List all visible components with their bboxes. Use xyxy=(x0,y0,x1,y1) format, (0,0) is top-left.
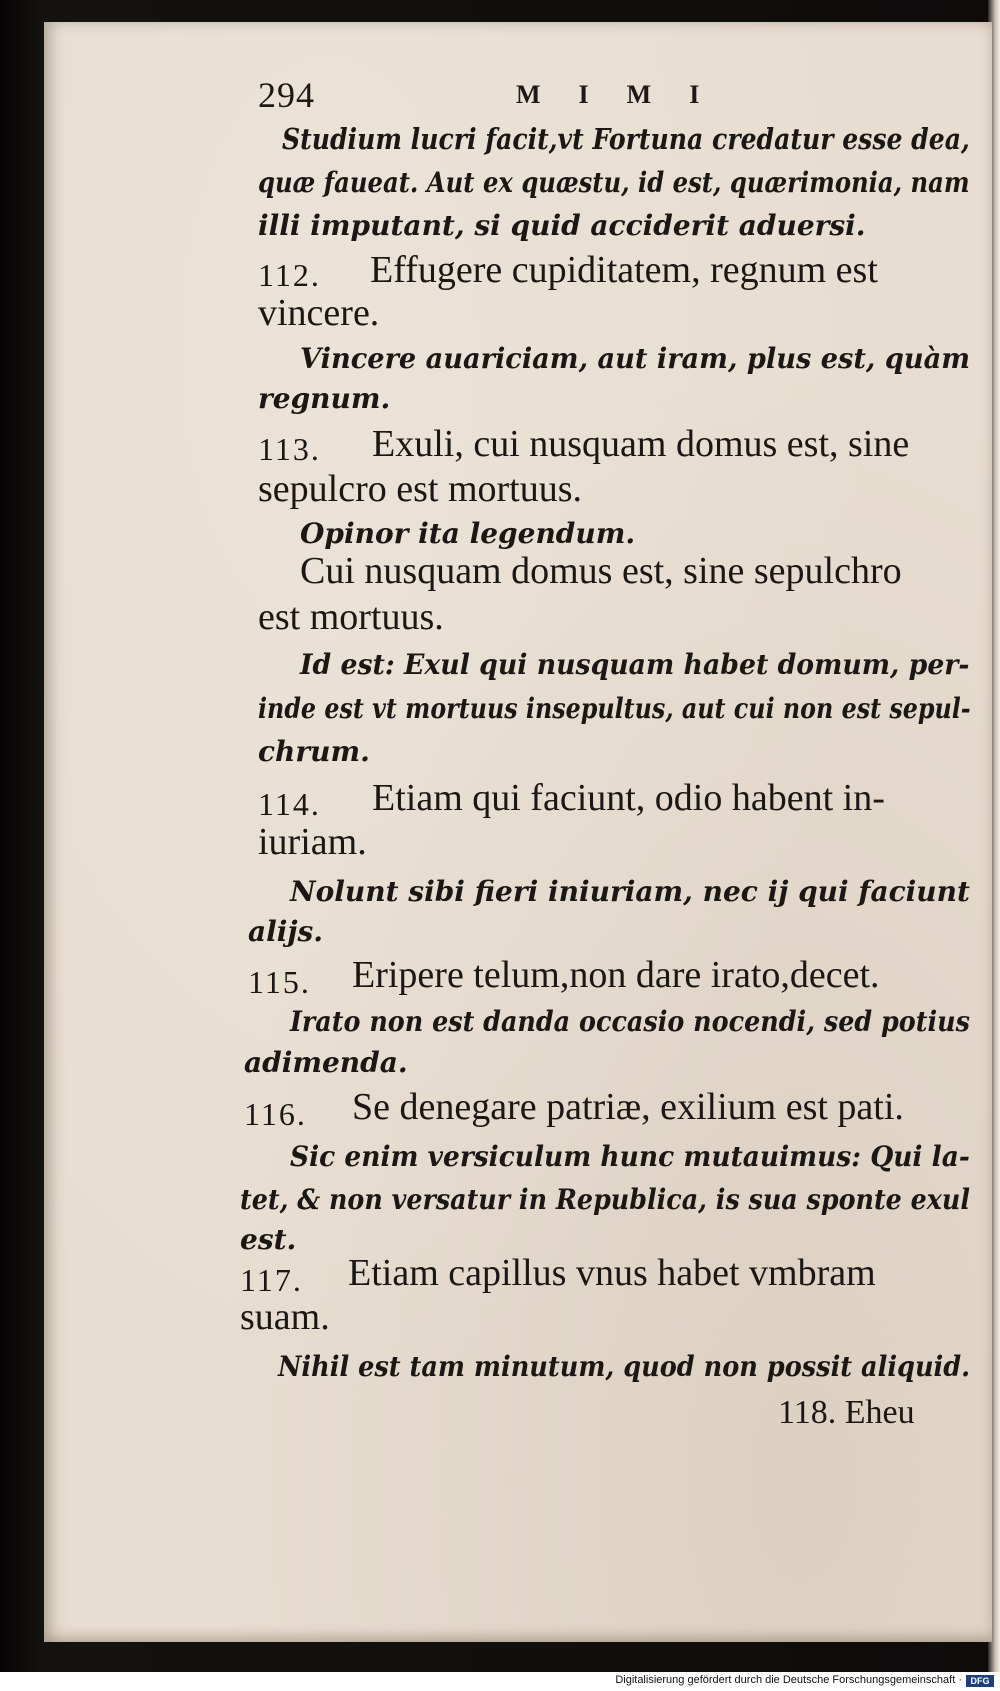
page-number: 294 xyxy=(258,75,315,115)
commentary-line: Vincere auariciam, aut iram, plus est, quàm xyxy=(300,342,971,375)
commentary-line: Sic enim versiculum hunc mutauimus: Qui la- xyxy=(290,1140,970,1173)
commentary-line: Irato non est danda occasio nocendi, sed potius xyxy=(290,1005,970,1038)
commentary-line: est. xyxy=(240,1223,297,1256)
commentary-line: quæ faueat. Aut ex quæstu, id est, quærimonia, nam xyxy=(258,166,970,199)
commentary-line: Studium lucri facit,vt Fortuna credatur esse dea, xyxy=(282,122,970,156)
commentary-line: Nihil est tam minutum, quod non possit aliquid. xyxy=(278,1350,971,1383)
sentence-number: 114. xyxy=(258,786,321,822)
commentary-line: regnum. xyxy=(258,382,391,415)
sentence-number: 116. xyxy=(244,1096,307,1132)
sentence-text: Se denegare patriæ, exilium est pati. xyxy=(352,1086,904,1128)
sentence-number: 117. xyxy=(240,1262,303,1298)
commentary-line: alijs. xyxy=(248,915,324,948)
sentence-text: iuriam. xyxy=(258,821,367,863)
sentence-text: suam. xyxy=(240,1296,330,1338)
page-header xyxy=(258,74,938,114)
commentary-line: adimenda. xyxy=(244,1046,408,1079)
commentary-line: inde est vt mortuus insepultus, aut cui non est sepul- xyxy=(258,692,971,725)
catchword: 118. Eheu xyxy=(778,1394,915,1431)
sentence-text: Etiam qui faciunt, odio habent in- xyxy=(372,777,885,819)
running-title: MIMI xyxy=(516,80,738,109)
sentence-text: Eripere telum,non dare irato,decet. xyxy=(352,954,880,996)
sentence-text: Effugere cupiditatem, regnum est xyxy=(370,249,878,291)
sentence-number: 112. xyxy=(258,257,321,293)
sentence-number: 113. xyxy=(258,431,321,467)
commentary-line: Nolunt sibi fieri iniuriam, nec ij qui faciunt xyxy=(290,875,970,908)
sentence-text: Etiam capillus vnus habet vmbram xyxy=(348,1252,876,1294)
sentence-text: sepulcro est mortuus. xyxy=(258,468,583,510)
emended-text: Cui nusquam domus est, sine sepulchro xyxy=(300,550,902,592)
dfg-logo: DFG xyxy=(966,1675,994,1687)
commentary-line: Id est: Exul qui nusquam habet domum, per- xyxy=(300,648,970,681)
commentary-line: illi imputant, si quid acciderit aduersi. xyxy=(258,209,866,242)
footer-bar xyxy=(0,1672,1000,1691)
sentence-text: Exuli, cui nusquam domus est, sine xyxy=(372,423,910,465)
commentary-line: chrum. xyxy=(258,735,370,768)
funding-credit: Digitalisierung gefördert durch die Deutsche Forschungsgemeinschaft · xyxy=(615,1674,962,1686)
commentary-line: tet, & non versatur in Republica, is sua sponte exul xyxy=(240,1183,970,1216)
sentence-number: 115. xyxy=(248,964,311,1000)
emended-text: est mortuus. xyxy=(258,596,444,638)
sentence-text: vincere. xyxy=(258,292,380,334)
commentary-line: Opinor ita legendum. xyxy=(300,517,636,550)
